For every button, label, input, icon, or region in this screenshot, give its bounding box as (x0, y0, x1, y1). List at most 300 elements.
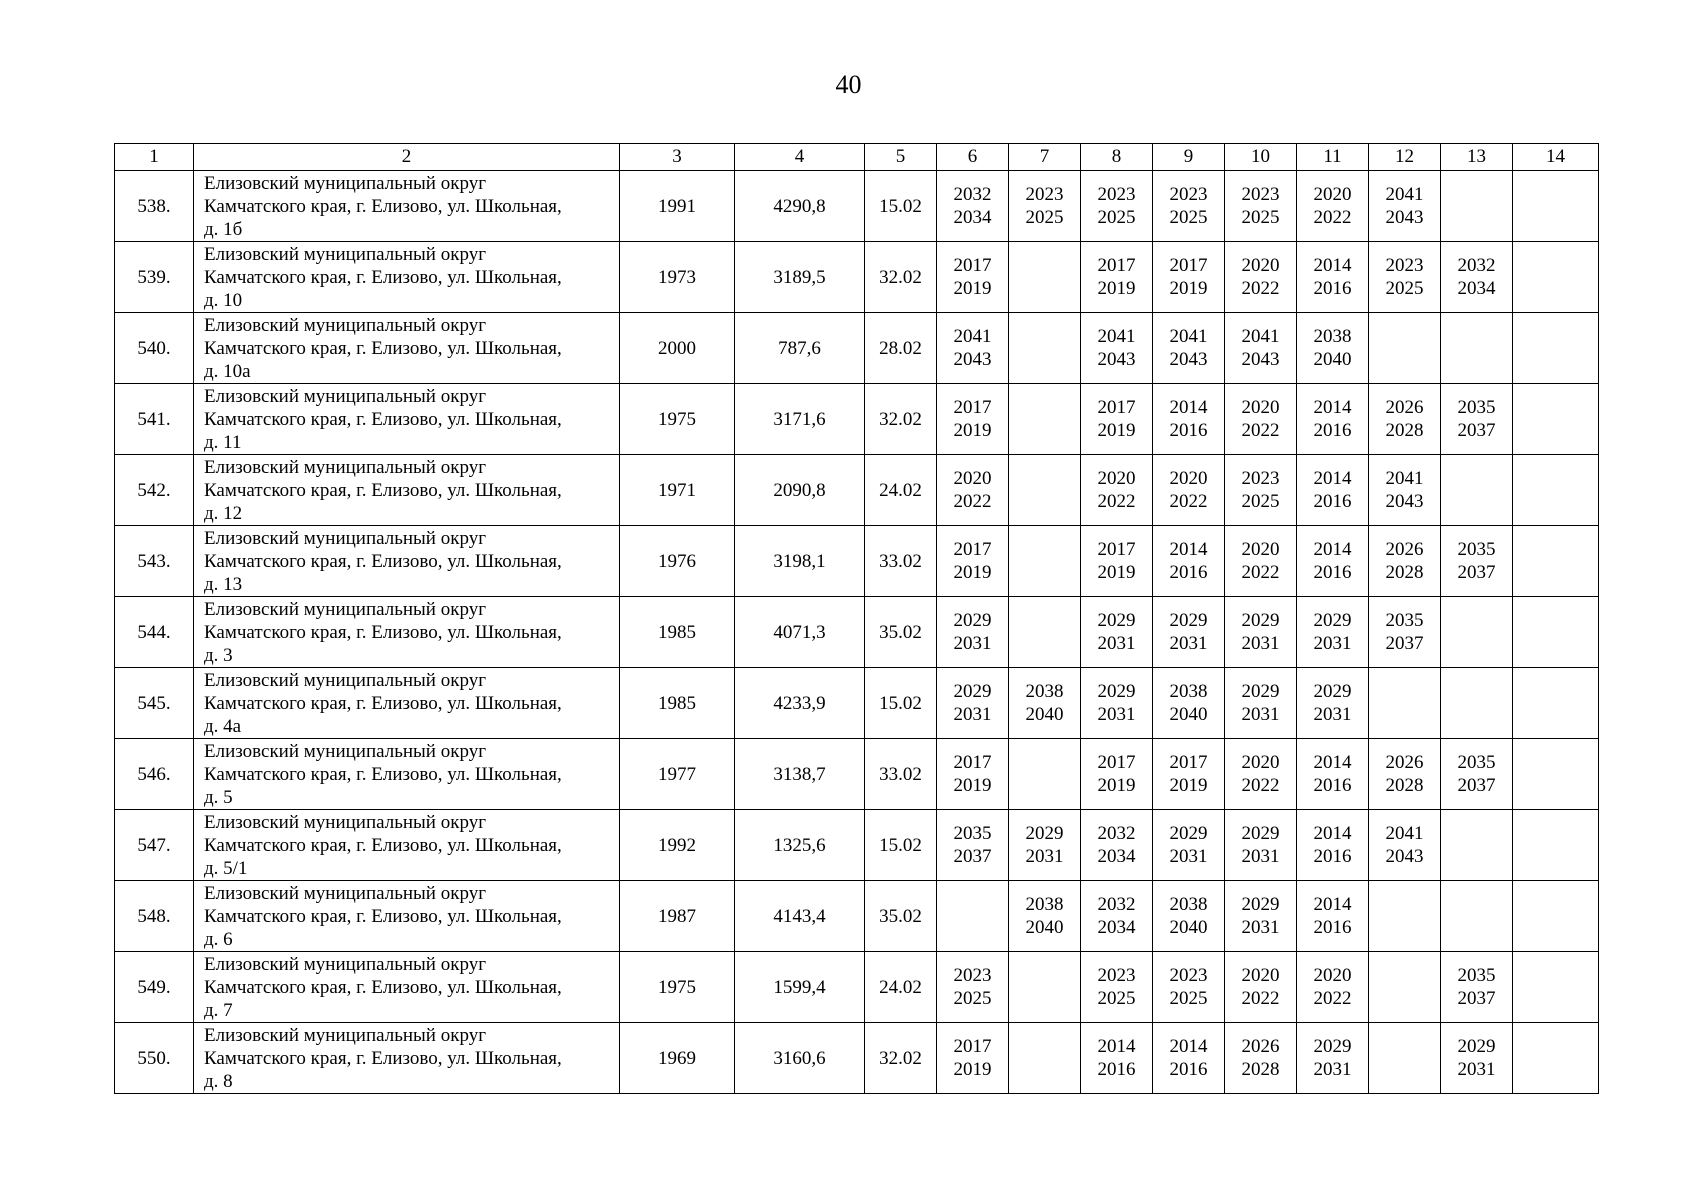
period-cell (1009, 739, 1081, 810)
period-year: 2016 (1313, 917, 1352, 938)
period-cell (1225, 171, 1297, 242)
period-year: 2020 (1241, 752, 1280, 773)
period-cell (1297, 810, 1369, 881)
period-year: 2016 (1313, 846, 1352, 867)
total-area: 3138,7 (735, 739, 865, 810)
period-cell (1009, 668, 1081, 739)
period-cell (1009, 952, 1081, 1023)
period-cell (1153, 384, 1225, 455)
year-built: 1985 (620, 668, 735, 739)
address-line: д. 12 (204, 502, 243, 524)
type-code: 33.02 (865, 526, 937, 597)
period-cell (1297, 526, 1369, 597)
table-row (115, 952, 1599, 1023)
period-year: 2025 (1241, 207, 1280, 228)
period-cell (937, 952, 1009, 1023)
period-year: 2019 (1097, 278, 1136, 299)
row-number: 542. (115, 455, 194, 526)
period-year: 2035 (953, 823, 992, 844)
address-line: д. 11 (204, 431, 242, 453)
period-year: 2035 (1385, 610, 1424, 631)
period-year: 2031 (1457, 1059, 1496, 1080)
period-cell (1225, 597, 1297, 668)
period-cell (1369, 881, 1441, 952)
period-year: 2041 (1385, 468, 1424, 489)
period-year: 2034 (1457, 278, 1496, 299)
period-cell (1441, 810, 1513, 881)
total-area: 1325,6 (735, 810, 865, 881)
period-year: 2029 (1169, 823, 1208, 844)
period-year: 2014 (1097, 1036, 1136, 1057)
period-cell (1297, 881, 1369, 952)
address-cell (194, 952, 620, 1023)
total-area: 1599,4 (735, 952, 865, 1023)
row-number: 549. (115, 952, 194, 1023)
period-year: 2041 (953, 326, 992, 347)
period-year: 2025 (1025, 207, 1064, 228)
period-year: 2028 (1385, 420, 1424, 441)
address-line: Камчатского края, г. Елизово, ул. Школьная, (204, 692, 562, 714)
period-year: 2025 (1385, 278, 1424, 299)
period-year: 2043 (953, 349, 992, 370)
row-number: 546. (115, 739, 194, 810)
period-year: 2019 (1169, 278, 1208, 299)
period-cell (1153, 881, 1225, 952)
address-line: Елизовский муниципальный округ (204, 953, 486, 975)
period-year: 2043 (1169, 349, 1208, 370)
period-year: 2038 (1169, 681, 1208, 702)
period-cell (1153, 810, 1225, 881)
period-year: 2031 (1025, 846, 1064, 867)
total-area: 3160,6 (735, 1023, 865, 1094)
address-cell (194, 1023, 620, 1094)
period-year: 2017 (1097, 539, 1136, 560)
period-year: 2029 (953, 610, 992, 631)
period-cell (1153, 739, 1225, 810)
period-cell (1009, 242, 1081, 313)
period-cell (1225, 313, 1297, 384)
address-line: Камчатского края, г. Елизово, ул. Школьная, (204, 976, 562, 998)
period-cell (1441, 242, 1513, 313)
period-year: 2014 (1313, 752, 1352, 773)
address-cell (194, 810, 620, 881)
address-line: д. 3 (204, 644, 233, 666)
period-year: 2014 (1313, 397, 1352, 418)
period-year: 2019 (1097, 775, 1136, 796)
table-row (115, 597, 1599, 668)
period-year: 2031 (1169, 846, 1208, 867)
period-year: 2035 (1457, 752, 1496, 773)
period-cell (1513, 739, 1599, 810)
address-line: д. 1б (204, 218, 243, 240)
column-header: 6 (937, 144, 1009, 171)
year-built: 1975 (620, 952, 735, 1023)
period-year: 2016 (1169, 420, 1208, 441)
total-area: 2090,8 (735, 455, 865, 526)
address-line: Елизовский муниципальный округ (204, 527, 486, 549)
row-number: 540. (115, 313, 194, 384)
period-year: 2029 (1241, 681, 1280, 702)
period-cell (1081, 810, 1153, 881)
period-cell (1297, 313, 1369, 384)
period-year: 2028 (1241, 1059, 1280, 1080)
year-built: 1991 (620, 171, 735, 242)
year-built: 1976 (620, 526, 735, 597)
period-year: 2029 (1025, 823, 1064, 844)
period-year: 2022 (1241, 420, 1280, 441)
period-cell (1369, 526, 1441, 597)
period-year: 2029 (1097, 681, 1136, 702)
period-cell (1369, 810, 1441, 881)
period-year: 2041 (1097, 326, 1136, 347)
address-line: Камчатского края, г. Елизово, ул. Школьная, (204, 834, 562, 856)
period-year: 2029 (1241, 894, 1280, 915)
type-code: 15.02 (865, 810, 937, 881)
period-cell (1081, 455, 1153, 526)
period-year: 2022 (1097, 491, 1136, 512)
period-year: 2017 (953, 752, 992, 773)
period-cell (1369, 455, 1441, 526)
address-line: Камчатского края, г. Елизово, ул. Школьная, (204, 1047, 562, 1069)
address-line: Камчатского края, г. Елизово, ул. Школьная, (204, 621, 562, 643)
row-number: 541. (115, 384, 194, 455)
year-built: 2000 (620, 313, 735, 384)
period-cell (1009, 384, 1081, 455)
period-cell (1441, 881, 1513, 952)
period-year: 2029 (1313, 681, 1352, 702)
period-year: 2031 (1241, 704, 1280, 725)
period-year: 2014 (1313, 539, 1352, 560)
type-code: 33.02 (865, 739, 937, 810)
period-cell (937, 313, 1009, 384)
period-cell (1153, 668, 1225, 739)
period-year: 2014 (1313, 255, 1352, 276)
period-cell (937, 242, 1009, 313)
period-cell (937, 384, 1009, 455)
period-cell (937, 1023, 1009, 1094)
row-number: 548. (115, 881, 194, 952)
period-year: 2016 (1169, 562, 1208, 583)
period-cell (1369, 668, 1441, 739)
period-cell (1009, 597, 1081, 668)
period-year: 2028 (1385, 775, 1424, 796)
period-year: 2022 (1169, 491, 1208, 512)
period-cell (937, 597, 1009, 668)
period-year: 2025 (1097, 207, 1136, 228)
period-cell (1225, 455, 1297, 526)
period-cell (1297, 242, 1369, 313)
period-year: 2031 (1313, 633, 1352, 654)
address-line: Камчатского края, г. Елизово, ул. Школьная, (204, 195, 562, 217)
period-cell (1297, 668, 1369, 739)
period-cell (1513, 242, 1599, 313)
period-year: 2023 (953, 965, 992, 986)
period-year: 2023 (1241, 184, 1280, 205)
period-cell (1513, 384, 1599, 455)
type-code: 24.02 (865, 455, 937, 526)
address-line: д. 7 (204, 999, 233, 1021)
register-table (114, 143, 1599, 1094)
year-built: 1987 (620, 881, 735, 952)
row-number: 543. (115, 526, 194, 597)
address-line: Елизовский муниципальный округ (204, 598, 486, 620)
table-row (115, 526, 1599, 597)
table-row (115, 384, 1599, 455)
period-cell (1369, 384, 1441, 455)
period-cell (1441, 1023, 1513, 1094)
period-year: 2031 (1241, 846, 1280, 867)
period-cell (1009, 881, 1081, 952)
total-area: 4143,4 (735, 881, 865, 952)
column-header: 4 (735, 144, 865, 171)
period-cell (1081, 881, 1153, 952)
address-line: Елизовский муниципальный округ (204, 314, 486, 336)
period-year: 2041 (1169, 326, 1208, 347)
period-year: 2043 (1097, 349, 1136, 370)
period-year: 2041 (1241, 326, 1280, 347)
page-number: 40 (835, 70, 862, 99)
period-cell (1081, 597, 1153, 668)
address-line: Елизовский муниципальный округ (204, 1024, 486, 1046)
period-cell (1225, 384, 1297, 455)
period-cell (1225, 668, 1297, 739)
period-cell (1153, 242, 1225, 313)
period-cell (1009, 810, 1081, 881)
address-cell (194, 313, 620, 384)
period-cell (1513, 952, 1599, 1023)
address-cell (194, 739, 620, 810)
period-year: 2020 (953, 468, 992, 489)
period-cell (1297, 171, 1369, 242)
period-year: 2029 (953, 681, 992, 702)
period-cell (1441, 597, 1513, 668)
period-year: 2037 (1385, 633, 1424, 654)
period-year: 2040 (1313, 349, 1352, 370)
period-year: 2031 (1097, 633, 1136, 654)
period-year: 2022 (1241, 988, 1280, 1009)
period-cell (1513, 455, 1599, 526)
table-row (115, 171, 1599, 242)
period-cell (1153, 1023, 1225, 1094)
type-code: 32.02 (865, 1023, 937, 1094)
period-year: 2040 (1169, 704, 1208, 725)
row-number: 550. (115, 1023, 194, 1094)
period-year: 2029 (1313, 1036, 1352, 1057)
column-header: 2 (194, 144, 620, 171)
period-cell (1225, 1023, 1297, 1094)
period-cell (1081, 668, 1153, 739)
address-line: д. 8 (204, 1070, 233, 1092)
type-code: 15.02 (865, 171, 937, 242)
period-year: 2023 (1025, 184, 1064, 205)
period-year: 2043 (1241, 349, 1280, 370)
period-year: 2034 (953, 207, 992, 228)
period-cell (937, 739, 1009, 810)
table-row (115, 242, 1599, 313)
table-row (115, 1023, 1599, 1094)
period-cell (1081, 526, 1153, 597)
type-code: 35.02 (865, 597, 937, 668)
period-year: 2016 (1313, 562, 1352, 583)
period-cell (1009, 455, 1081, 526)
type-code: 32.02 (865, 242, 937, 313)
period-year: 2038 (1313, 326, 1352, 347)
address-line: Елизовский муниципальный округ (204, 669, 486, 691)
period-cell (1297, 739, 1369, 810)
total-area: 3198,1 (735, 526, 865, 597)
year-built: 1985 (620, 597, 735, 668)
period-year: 2023 (1241, 468, 1280, 489)
period-year: 2043 (1385, 846, 1424, 867)
period-cell (1225, 810, 1297, 881)
period-cell (1009, 1023, 1081, 1094)
row-number: 544. (115, 597, 194, 668)
period-cell (1297, 1023, 1369, 1094)
total-area: 4071,3 (735, 597, 865, 668)
type-code: 15.02 (865, 668, 937, 739)
total-area: 3171,6 (735, 384, 865, 455)
address-line: д. 6 (204, 928, 233, 950)
period-year: 2017 (953, 1036, 992, 1057)
period-cell (1081, 242, 1153, 313)
period-year: 2032 (1097, 894, 1136, 915)
period-year: 2020 (1097, 468, 1136, 489)
table-body (115, 171, 1599, 1094)
period-year: 2023 (1097, 184, 1136, 205)
address-line: Елизовский муниципальный округ (204, 740, 486, 762)
period-year: 2031 (1313, 1059, 1352, 1080)
period-cell (1009, 313, 1081, 384)
period-cell (1513, 171, 1599, 242)
period-cell (1441, 526, 1513, 597)
period-year: 2017 (1097, 752, 1136, 773)
period-year: 2014 (1169, 397, 1208, 418)
address-line: Камчатского края, г. Елизово, ул. Школьная, (204, 905, 562, 927)
period-year: 2037 (1457, 775, 1496, 796)
period-cell (1369, 1023, 1441, 1094)
period-year: 2032 (1457, 255, 1496, 276)
period-year: 2031 (1241, 633, 1280, 654)
period-year: 2041 (1385, 823, 1424, 844)
period-cell (937, 455, 1009, 526)
period-year: 2019 (953, 420, 992, 441)
period-year: 2016 (1313, 491, 1352, 512)
column-header: 12 (1369, 144, 1441, 171)
period-year: 2029 (1169, 610, 1208, 631)
period-cell (1441, 952, 1513, 1023)
period-cell (1297, 597, 1369, 668)
period-cell (1009, 171, 1081, 242)
period-year: 2020 (1241, 539, 1280, 560)
address-cell (194, 455, 620, 526)
period-year: 2017 (953, 539, 992, 560)
year-built: 1971 (620, 455, 735, 526)
period-cell (1441, 313, 1513, 384)
period-year: 2037 (1457, 988, 1496, 1009)
column-header: 3 (620, 144, 735, 171)
period-year: 2025 (1169, 988, 1208, 1009)
period-cell (1081, 171, 1153, 242)
period-cell (1297, 455, 1369, 526)
period-year: 2016 (1097, 1059, 1136, 1080)
period-cell (1513, 1023, 1599, 1094)
address-line: Елизовский муниципальный округ (204, 882, 486, 904)
period-year: 2017 (1169, 752, 1208, 773)
period-year: 2034 (1097, 917, 1136, 938)
period-year: 2019 (953, 278, 992, 299)
column-header: 13 (1441, 144, 1513, 171)
period-year: 2023 (1169, 965, 1208, 986)
period-year: 2040 (1169, 917, 1208, 938)
year-built: 1973 (620, 242, 735, 313)
total-area: 4233,9 (735, 668, 865, 739)
period-cell (937, 171, 1009, 242)
period-year: 2022 (1241, 775, 1280, 796)
period-year: 2031 (1313, 704, 1352, 725)
period-cell (1297, 952, 1369, 1023)
period-year: 2020 (1241, 397, 1280, 418)
address-line: Камчатского края, г. Елизово, ул. Школьная, (204, 763, 562, 785)
period-year: 2017 (1097, 255, 1136, 276)
address-line: Камчатского края, г. Елизово, ул. Школьная, (204, 266, 562, 288)
address-cell (194, 384, 620, 455)
address-line: д. 10 (204, 289, 243, 311)
period-year: 2014 (1169, 1036, 1208, 1057)
period-year: 2038 (1025, 681, 1064, 702)
period-cell (1081, 739, 1153, 810)
period-cell (1441, 455, 1513, 526)
address-line: Камчатского края, г. Елизово, ул. Школьная, (204, 337, 562, 359)
period-cell (1441, 171, 1513, 242)
period-year: 2014 (1313, 823, 1352, 844)
period-cell (1513, 810, 1599, 881)
table-row (115, 739, 1599, 810)
period-cell (1441, 668, 1513, 739)
address-line: Елизовский муниципальный округ (204, 243, 486, 265)
period-year: 2017 (953, 397, 992, 418)
period-year: 2022 (1241, 278, 1280, 299)
period-year: 2037 (1457, 562, 1496, 583)
period-year: 2026 (1241, 1036, 1280, 1057)
address-line: д. 4а (204, 715, 242, 737)
period-cell (937, 881, 1009, 952)
period-year: 2041 (1385, 184, 1424, 205)
address-cell (194, 242, 620, 313)
table-row (115, 881, 1599, 952)
period-cell (1369, 313, 1441, 384)
period-year: 2022 (1241, 562, 1280, 583)
period-year: 2031 (953, 704, 992, 725)
period-year: 2031 (953, 633, 992, 654)
period-year: 2029 (1457, 1036, 1496, 1057)
table-row (115, 668, 1599, 739)
period-year: 2035 (1457, 397, 1496, 418)
period-year: 2022 (1313, 207, 1352, 228)
period-year: 2029 (1097, 610, 1136, 631)
year-built: 1992 (620, 810, 735, 881)
address-cell (194, 597, 620, 668)
period-year: 2022 (1313, 988, 1352, 1009)
period-year: 2035 (1457, 965, 1496, 986)
column-header: 7 (1009, 144, 1081, 171)
address-line: Елизовский муниципальный округ (204, 172, 486, 194)
period-year: 2016 (1313, 420, 1352, 441)
address-line: д. 5/1 (204, 857, 248, 879)
column-header: 11 (1297, 144, 1369, 171)
period-year: 2016 (1313, 775, 1352, 796)
period-year: 2026 (1385, 397, 1424, 418)
period-cell (1081, 952, 1153, 1023)
